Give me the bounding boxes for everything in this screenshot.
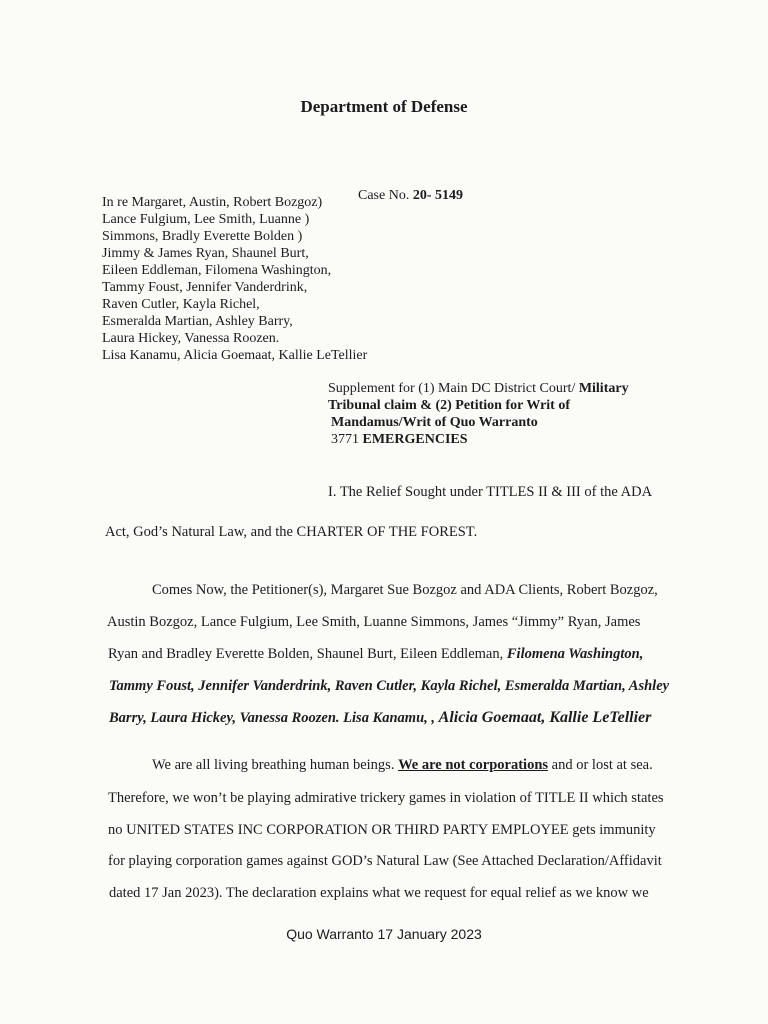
caption-line: Lisa Kanamu, Alicia Goemaat, Kallie LeTellier [102, 348, 368, 363]
paragraph-line: no UNITED STATES INC CORPORATION OR THIRD PARTY EMPLOYEE gets immunity [108, 822, 656, 838]
paragraph-line: Comes Now, the Petitioner(s), Margaret Sue Bozgoz and ADA Clients, Robert Bozgoz, [152, 582, 658, 598]
caption-line: In re Margaret, Austin, Robert Bozgoz) [102, 195, 323, 210]
supplement-bold-text: Tribunal claim & (2) Petition for Writ of [328, 398, 570, 413]
supplement-line [331, 431, 468, 448]
bold-italic-text: Filomena Washington, [506, 646, 644, 662]
relief-heading-cont: Act, God’s Natural Law, and the CHARTER OF THE FOREST. [105, 524, 478, 540]
supplement-line [331, 414, 538, 431]
case-number [358, 188, 463, 204]
paragraph-line [152, 757, 653, 774]
caption-line: Tammy Foust, Jennifer Vanderdrink, [102, 280, 308, 295]
paragraph-line: Therefore, we won’t be playing admirative trickery games in violation of TITLE II which states [108, 790, 664, 806]
paragraph-line: dated 17 Jan 2023). The declaration explains what we request for equal relief as we know we [109, 885, 649, 901]
plain-text: We are all living breathing human beings. [152, 757, 395, 773]
supplement-text: Supplement for (1) Main DC District Court/ [328, 381, 576, 396]
supplement-text: 3771 [331, 432, 359, 447]
caption-line: Eileen Eddleman, Filomena Washington, [102, 263, 332, 278]
relief-heading: I. The Relief Sought under TITLES II & III of the ADA [328, 484, 653, 500]
caption-line: Lance Fulgium, Lee Smith, Luanne ) [102, 212, 310, 227]
case-number-label: Case No. [358, 188, 410, 203]
case-number-value: 20- 5149 [412, 188, 463, 203]
caption-line: Esmeralda Martian, Ashley Barry, [102, 314, 293, 329]
supplement-bold-text: Mandamus/Writ of Quo Warranto [331, 415, 538, 430]
underlined-text: We are not corporations [398, 757, 549, 773]
page-title: Department of Defense [300, 97, 468, 116]
paragraph-line: Austin Bozgoz, Lance Fulgium, Lee Smith, Luanne Simmons, James “Jimmy” Ryan, James [107, 614, 641, 630]
paragraph-line: Tammy Foust, Jennifer Vanderdrink, Raven Cutler, Kayla Richel, Esmeralda Martian, Ashley [109, 678, 670, 694]
caption-line: Jimmy & James Ryan, Shaunel Burt, [102, 246, 309, 261]
paragraph-line: for playing corporation games against GOD’s Natural Law (See Attached Declaration/Affidavit [108, 853, 662, 869]
supplement-line [328, 380, 629, 397]
bold-italic-text: Barry, Laura Hickey, Vanessa Roozen. Lisa Kanamu, , [109, 710, 436, 726]
supplement-line [328, 397, 570, 414]
plain-text: Ryan and Bradley Everette Bolden, Shaunel Burt, Eileen Eddleman, [108, 646, 504, 662]
page-footer: Quo Warranto 17 January 2023 [286, 926, 482, 942]
bold-italic-large-text: Alicia Goemaat, Kallie LeTellier [438, 709, 652, 726]
caption-line: Raven Cutler, Kayla Richel, [102, 297, 260, 312]
supplement-bold-text: Military [578, 381, 629, 396]
paragraph-line [109, 709, 651, 727]
caption-line: Laura Hickey, Vanessa Roozen. [102, 331, 280, 346]
caption-line: Simmons, Bradly Everette Bolden ) [102, 229, 303, 244]
plain-text: and or lost at sea. [551, 757, 653, 773]
paragraph-line [108, 646, 643, 663]
supplement-bold-text: EMERGENCIES [362, 432, 468, 447]
